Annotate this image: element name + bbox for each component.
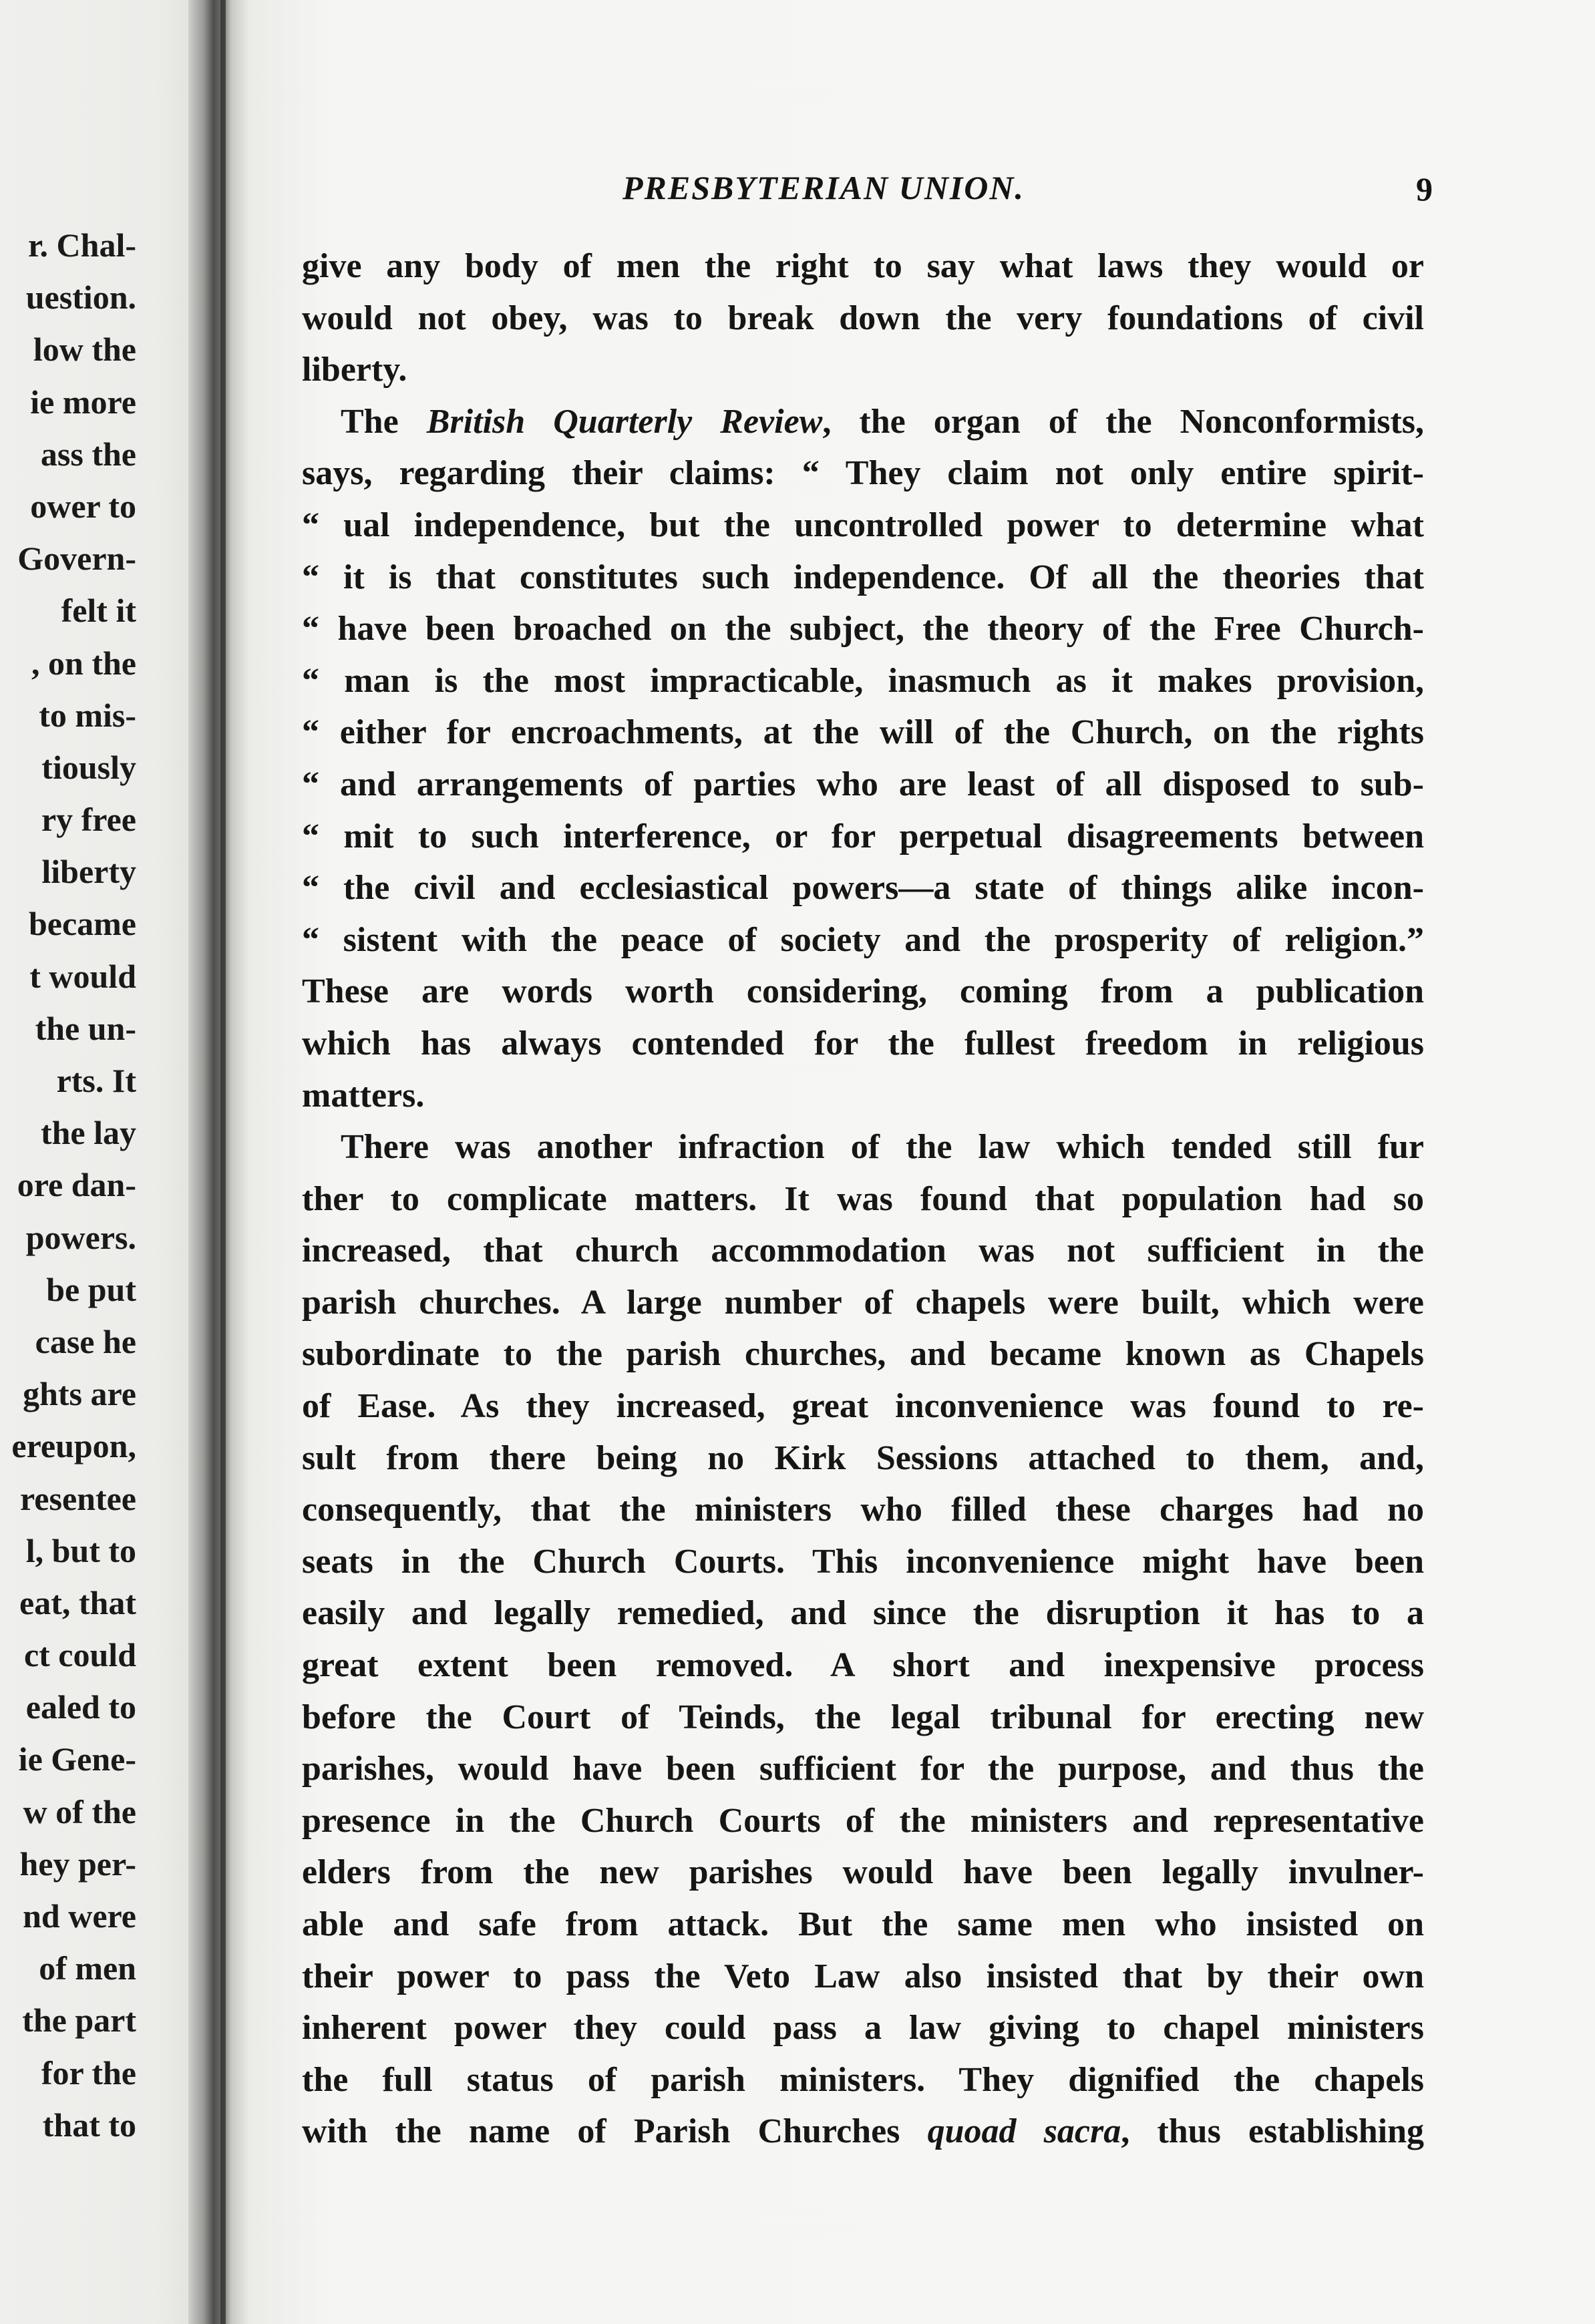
- left-page-line: ass the: [40, 435, 136, 473]
- text-line: seats in the Church Courts. This inconvenience might have been: [302, 1542, 1424, 1581]
- left-page-line: ct could: [23, 1636, 136, 1674]
- text-line: says, regarding their claims: “ They claim not only entire spirit-: [302, 454, 1424, 493]
- text-line: [302, 2106, 1424, 2158]
- text-line: matters.: [302, 1076, 425, 1115]
- left-page-line: uestion.: [25, 278, 136, 317]
- text-line: “ it is that constitutes such independence. Of all the theories that: [302, 558, 1424, 596]
- text-line: parish churches. A large number of chapels were built, which were: [302, 1283, 1424, 1322]
- page-number: 9: [1416, 170, 1433, 208]
- text-line: give any body of men the right to say what laws they would or: [302, 247, 1424, 285]
- left-page-text: [3, 219, 136, 2151]
- text-line: “ have been broached on the subject, the theory of the Free Church-: [302, 610, 1424, 648]
- left-page-line: resentee: [20, 1479, 136, 1517]
- left-page-line: ie more: [30, 383, 136, 421]
- left-page-line: that to: [42, 2106, 136, 2144]
- left-page-line: for the: [41, 2054, 136, 2092]
- text-line: [302, 396, 1424, 448]
- left-page-line: ower to: [30, 487, 136, 525]
- left-page-line: the part: [22, 2001, 136, 2040]
- text-line: consequently, that the ministers who filled these charges had no: [302, 1491, 1424, 1529]
- text-line: would not obey, was to break down the very foundations of civil: [302, 299, 1424, 337]
- text-line: ther to complicate matters. It was found that population had so: [302, 1179, 1424, 1218]
- publication-title: British Quarterly Review: [426, 402, 823, 441]
- text-line: liberty.: [302, 351, 407, 389]
- text-line: “ and arrangements of parties who are least of all disposed to sub-: [302, 765, 1424, 803]
- left-page-line: eat, that: [19, 1583, 136, 1621]
- text-line: inherent power they could pass a law giving to chapel ministers: [302, 2009, 1424, 2048]
- text-line: “ mit to such interference, or for perpetual disagreements between: [302, 817, 1424, 855]
- text-line: “ man is the most impracticable, inasmuch as it makes provision,: [302, 661, 1424, 700]
- left-page-line: liberty: [41, 853, 136, 891]
- text-line: able and safe from attack. But the same men who insisted on: [302, 1905, 1424, 1943]
- text-line: “ sistent with the peace of society and the prosperity of religion.”: [302, 920, 1424, 959]
- left-page-line: rts. It: [56, 1062, 136, 1099]
- left-page-line: case he: [35, 1322, 136, 1360]
- left-page-line: became: [28, 905, 136, 943]
- left-page-line: tiously: [41, 748, 136, 786]
- left-page-line: the lay: [40, 1114, 136, 1152]
- text-line: great extent been removed. A short and inexpensive process: [302, 1646, 1424, 1685]
- text-run: , the organ of the Nonconformists,: [822, 402, 1424, 441]
- main-page: [248, 0, 1595, 2324]
- text-line: the full status of parish ministers. They dignified the chapels: [302, 2060, 1424, 2099]
- left-page-line: be put: [46, 1270, 136, 1308]
- left-page-line: low the: [33, 331, 136, 369]
- page-edge-shadow: [220, 0, 226, 2324]
- left-page-line: ghts are: [23, 1375, 136, 1413]
- running-head: PRESBYTERIAN UNION.: [623, 169, 1025, 206]
- left-page-line: felt it: [61, 592, 136, 630]
- left-page-line: hey per-: [19, 1845, 136, 1883]
- left-page-line: powers.: [25, 1218, 136, 1256]
- left-page-line: ealed to: [25, 1688, 136, 1726]
- left-page-line: ie Gene-: [18, 1740, 136, 1778]
- left-page-line: ereupon,: [11, 1427, 136, 1465]
- left-page-line: w of the: [23, 1792, 136, 1830]
- left-page-line: , on the: [31, 644, 136, 682]
- left-page-line: ore dan-: [17, 1166, 136, 1204]
- text-line: presence in the Church Courts of the ministers and representative: [302, 1801, 1424, 1840]
- text-line: “ the civil and ecclesiastical powers—a state of things alike incon-: [302, 869, 1424, 908]
- text-line: There was another infraction of the law which tended still fur: [341, 1128, 1424, 1167]
- text-line: elders from the new parishes would have been legally invulner-: [302, 1853, 1424, 1892]
- left-page-line: Govern-: [17, 540, 136, 578]
- text-line: before the Court of Teinds, the legal tribunal for erecting new: [302, 1698, 1424, 1736]
- left-page-line: l, but to: [25, 1531, 136, 1569]
- left-page-line: the un-: [35, 1009, 136, 1047]
- left-page-line: to mis-: [39, 696, 136, 734]
- text-line: “ either for encroachments, at the will of the Church, on the rights: [302, 713, 1424, 752]
- text-line: subordinate to the parish churches, and became known as Chapels: [302, 1335, 1424, 1374]
- text-line: sult from there being no Kirk Sessions attached to them, and,: [302, 1438, 1424, 1477]
- text-line: parishes, would have been sufficient for the purpose, and thus the: [302, 1750, 1424, 1788]
- left-page-line: of men: [39, 1949, 136, 1987]
- left-page-line: nd were: [23, 1897, 136, 1935]
- text-run: The: [341, 402, 427, 441]
- left-page-line: t would: [29, 957, 136, 995]
- left-page-line: r. Chal-: [27, 226, 136, 264]
- text-run: with the name of Parish Churches: [302, 2112, 928, 2151]
- body-text: [302, 240, 1424, 2158]
- book-gutter: [188, 0, 248, 2324]
- latin-phrase: quoad sacra: [927, 2112, 1121, 2151]
- left-facing-page: [0, 0, 194, 2324]
- text-line: These are words worth considering, coming from a publication: [302, 972, 1424, 1011]
- text-line: which has always contended for the fullest freedom in religious: [302, 1024, 1424, 1062]
- text-line: increased, that church accommodation was not sufficient in the: [302, 1231, 1424, 1270]
- text-line: of Ease. As they increased, great inconvenience was found to re-: [302, 1387, 1424, 1426]
- text-run: , thus establishing: [1121, 2112, 1424, 2151]
- text-line: their power to pass the Veto Law also insisted that by their own: [302, 1957, 1424, 1995]
- text-line: easily and legally remedied, and since the disruption it has to a: [302, 1594, 1424, 1633]
- left-page-line: ry free: [41, 801, 136, 839]
- text-line: “ ual independence, but the uncontrolled power to determine what: [302, 506, 1424, 544]
